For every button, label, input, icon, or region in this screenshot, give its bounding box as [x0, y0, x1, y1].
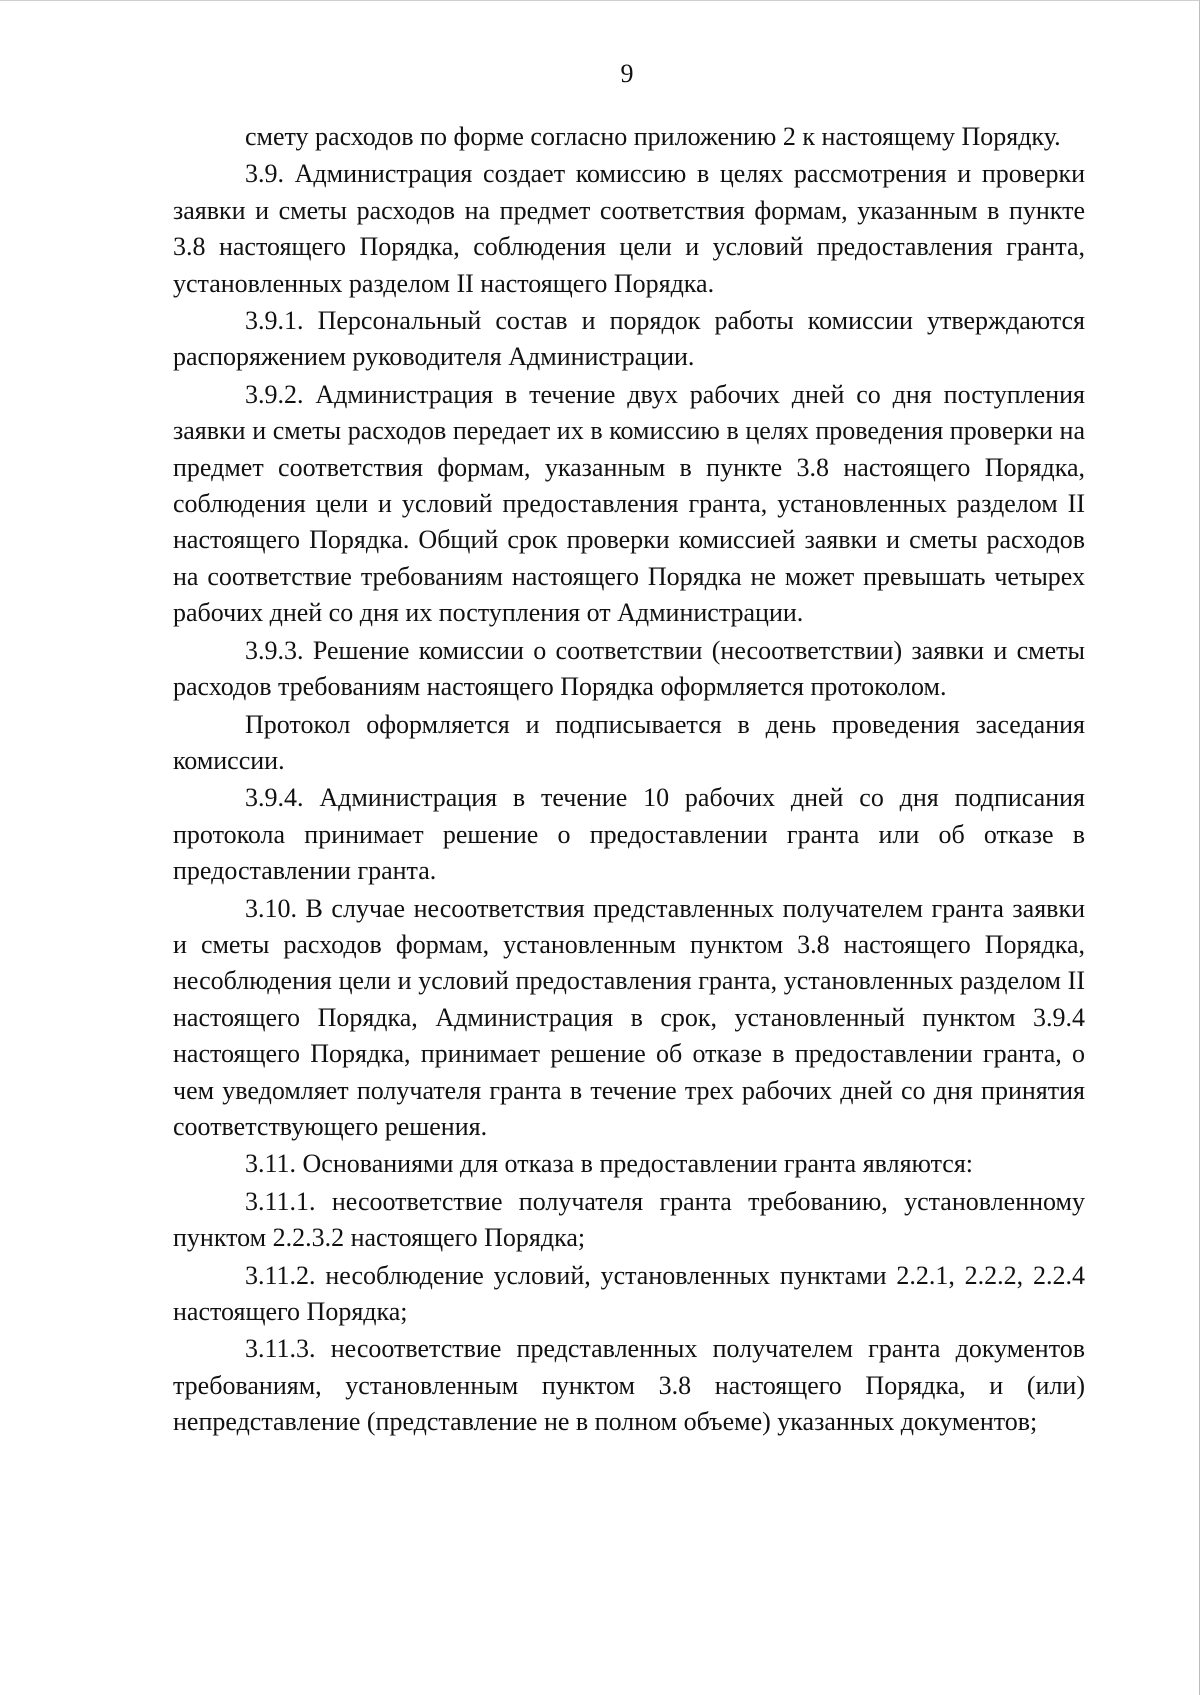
paragraph-3-9-3: 3.9.3. Решение комиссии о соответствии (несоответствии) заявки и сметы расходов требованиям настоящего Порядка оформляется протоколом.: [173, 635, 1085, 702]
paragraph-protocol: Протокол оформляется и подписывается в день проведения заседания комиссии.: [173, 709, 1085, 775]
paragraph-3-10: 3.10. В случае несоответствия представленных получателем гранта заявки и сметы расходов формам, установленным пунктом 3.8 настоящего Порядка, несоблюдения цели и условий предоставления гранта, установленных разделом II настоящего Порядка, Администрация в срок, установленный пунктом 3.9.4 настоящего Порядка, принимает решение об отказе в предоставлении гранта, о чем уведомляет получателя гранта в течение трех рабочих дней со дня принятия соответствующего решения.: [173, 893, 1085, 1141]
page-number: 9: [620, 59, 634, 88]
paragraph-3-9-4: 3.9.4. Администрация в течение 10 рабочих дней со дня подписания протокола принимает решение о предоставлении гранта или об отказе в предоставлении гранта.: [173, 783, 1085, 886]
document-body: [173, 119, 1085, 1441]
paragraph-3-9-2: 3.9.2. Администрация в течение двух рабочих дней со дня поступления заявки и сметы расходов передает их в комиссию в целях проведения проверки на предмет соответствия формам, указанным в пункте 3.8 настоящего Порядка, соблюдения цели и условий предоставления гранта, установленных разделом II настоящего Порядка. Общий срок проверки комиссией заявки и сметы расходов на соответствие требованиям настоящего Порядка не может превышать четырех рабочих дней со дня их поступления от Администрации.: [173, 379, 1085, 628]
paragraph-3-11: 3.11. Основаниями для отказа в предоставлении гранта являются:: [245, 1149, 974, 1179]
paragraph-estimate-form: смету расходов по форме согласно приложению 2 к настоящему Порядку.: [245, 122, 1061, 151]
paragraph-3-9-1: 3.9.1. Персональный состав и порядок работы комиссии утверждаются распоряжением руководителя Администрации.: [173, 306, 1085, 372]
paragraph-3-11-3: 3.11.3. несоответствие представленных получателем гранта документов требованиям, установленным пунктом 3.8 настоящего Порядка, и (или) непредставление (представление не в полном объеме) указанных документов;: [173, 1334, 1085, 1437]
paragraph-3-11-1: 3.11.1. несоответствие получателя гранта требованию, установленному пунктом 2.2.3.2 настоящего Порядка;: [173, 1186, 1085, 1253]
paragraph-3-9: 3.9. Администрация создает комиссию в целях рассмотрения и проверки заявки и сметы расходов на предмет соответствия формам, указанным в пункте 3.8 настоящего Порядка, соблюдения цели и условий предоставления гранта, установленных разделом II настоящего Порядка.: [173, 159, 1085, 298]
paragraph-3-11-2: 3.11.2. несоблюдение условий, установленных пунктами 2.2.1, 2.2.2, 2.2.4 настоящего Порядка;: [173, 1260, 1085, 1326]
